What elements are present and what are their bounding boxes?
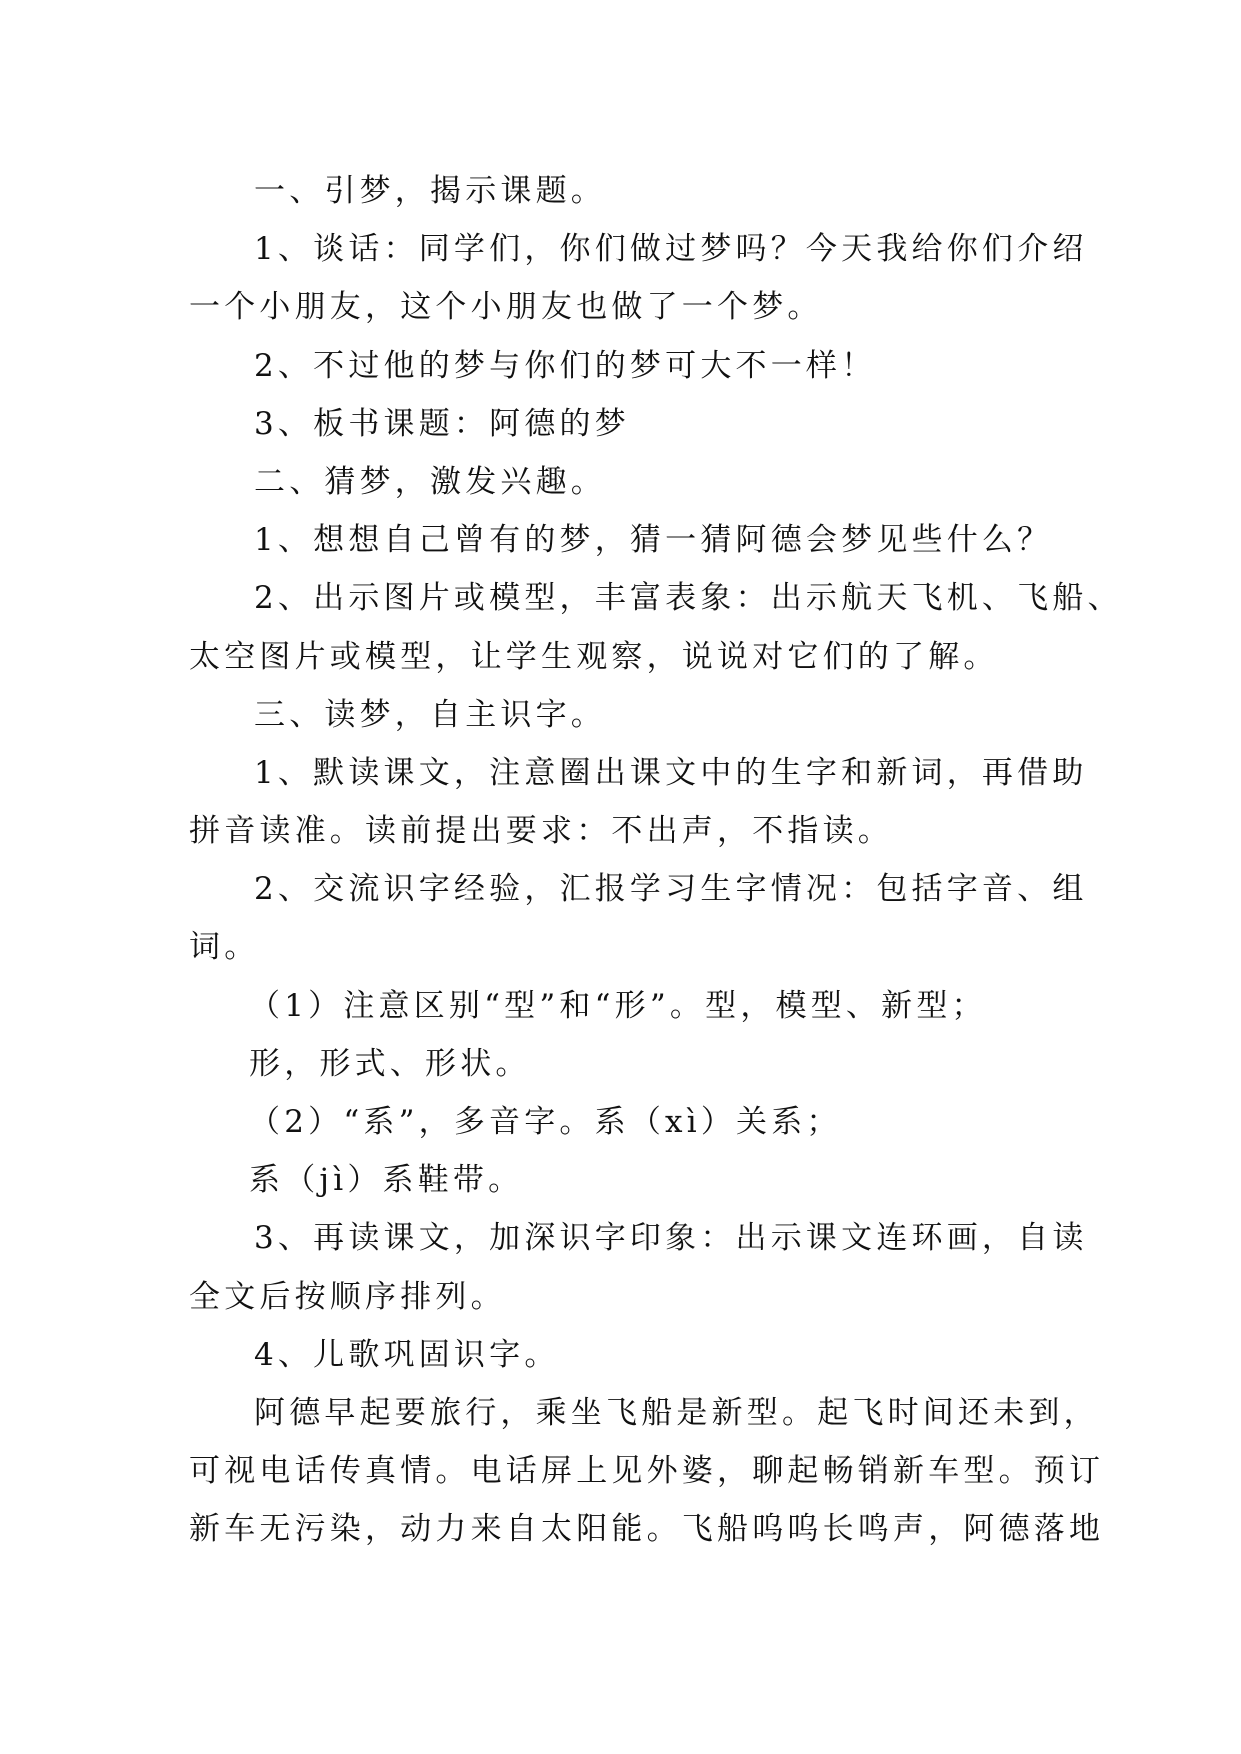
paragraph-line: 太空图片或模型，让学生观察，说说对它们的了解。 (189, 638, 999, 675)
sub-item-line: 系（jì）系鞋带。 (249, 1162, 524, 1199)
paragraph-line: 词。 (189, 929, 260, 966)
paragraph-line: 2、不过他的梦与你们的梦可大不一样！ (254, 347, 877, 384)
paragraph-line: 1、默读课文，注意圈出课文中的生字和新词，再借助 (254, 754, 1088, 791)
paragraph-line: 全文后按顺序排列。 (189, 1278, 506, 1315)
rhyme-line: 新车无污染，动力来自太阳能。飞船呜呜长鸣声，阿德落地 (189, 1511, 1105, 1548)
paragraph-line: 1、想想自己曾有的梦，猜一猜阿德会梦见些什么？ (254, 522, 1053, 559)
heading-three: 三、读梦，自主识字。 (254, 696, 606, 733)
paragraph-line: 2、出示图片或模型，丰富表象：出示航天飞机、飞船、 (254, 580, 1123, 617)
sub-item-line: （2）“系”，多音字。系（xì）关系； (249, 1104, 842, 1140)
heading-one: 一、引梦，揭示课题。 (254, 173, 606, 209)
sub-item-line: （1）注意区别“型”和“形”。型，模型、新型； (249, 987, 987, 1024)
paragraph-line: 4、儿歌巩固识字。 (254, 1336, 560, 1373)
paragraph-line: 3、再读课文，加深识字印象：出示课文连环画，自读 (254, 1220, 1088, 1257)
paragraph-line: 一个小朋友，这个小朋友也做了一个梦。 (189, 289, 823, 326)
paragraph-line: 3、板书课题：阿德的梦 (254, 405, 630, 442)
rhyme-line: 可视电话传真情。电话屏上见外婆，聊起畅销新车型。预订 (189, 1453, 1105, 1490)
paragraph-line: 2、交流识字经验，汇报学习生字情况：包括字音、组 (254, 871, 1088, 908)
document-body (189, 162, 1123, 1559)
rhyme-line: 阿德早起要旅行，乘坐飞船是新型。起飞时间还未到， (254, 1394, 1099, 1431)
paragraph-line: 拼音读准。读前提出要求：不出声，不指读。 (189, 813, 893, 850)
heading-two: 二、猜梦，激发兴趣。 (254, 463, 606, 500)
paragraph-line: 1、谈话：同学们，你们做过梦吗？今天我给你们介绍 (254, 231, 1088, 268)
sub-item-line: 形，形式、形状。 (249, 1045, 531, 1082)
